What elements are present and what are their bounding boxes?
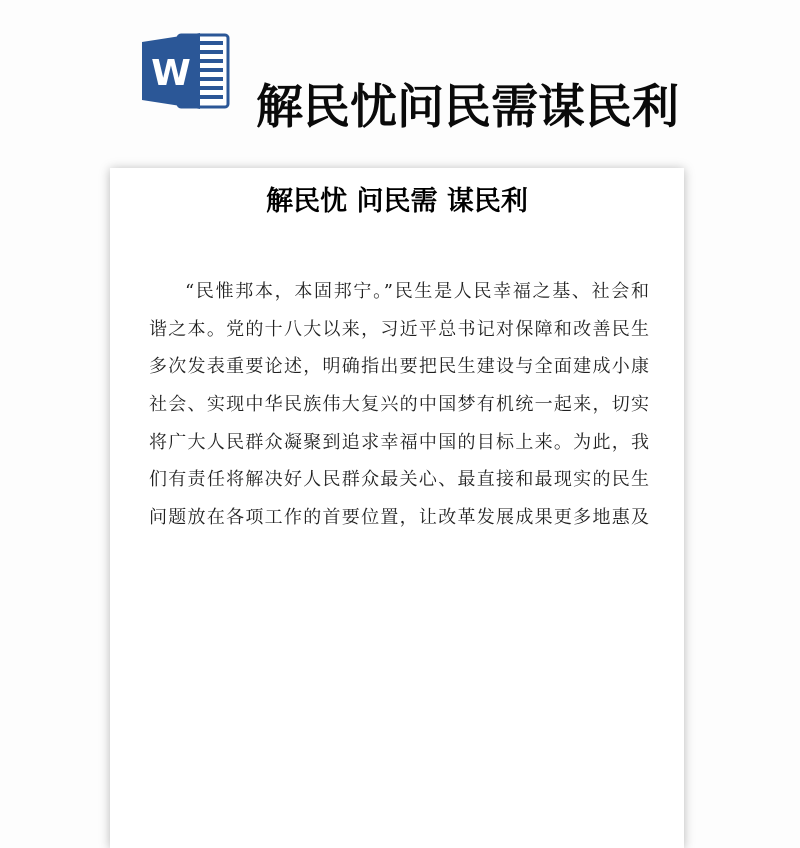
document-line: 社会、实现中华民族伟大复兴的中国梦有机统一起来，切实 — [149, 394, 649, 416]
header — [0, 0, 800, 136]
document-line: 多次发表重要论述，明确指出要把民生建设与全面建成小康 — [149, 356, 649, 378]
word-icon — [142, 32, 230, 110]
page-title: 解民忧问民需谋民利 — [256, 80, 679, 136]
document-line: 们有责任将解决好人民群众最关心、最直接和最现实的民生 — [149, 469, 649, 491]
document-page — [110, 168, 684, 848]
document-line: “民惟邦本，本固邦宁。”民生是人民幸福之基、社会和 — [185, 281, 649, 302]
document-title: 解民忧 问民需 谋民利 — [266, 186, 528, 217]
document-line: 谐之本。党的十八大以来，习近平总书记对保障和改善民生 — [149, 318, 649, 340]
document-line: 问题放在各项工作的首要位置，让改革发展成果更多地惠及 — [149, 507, 649, 529]
document-line: 将广大人民群众凝聚到追求幸福中国的目标上来。为此，我 — [149, 431, 649, 453]
document-body — [149, 273, 649, 537]
word-icon-letter: W — [151, 53, 191, 94]
